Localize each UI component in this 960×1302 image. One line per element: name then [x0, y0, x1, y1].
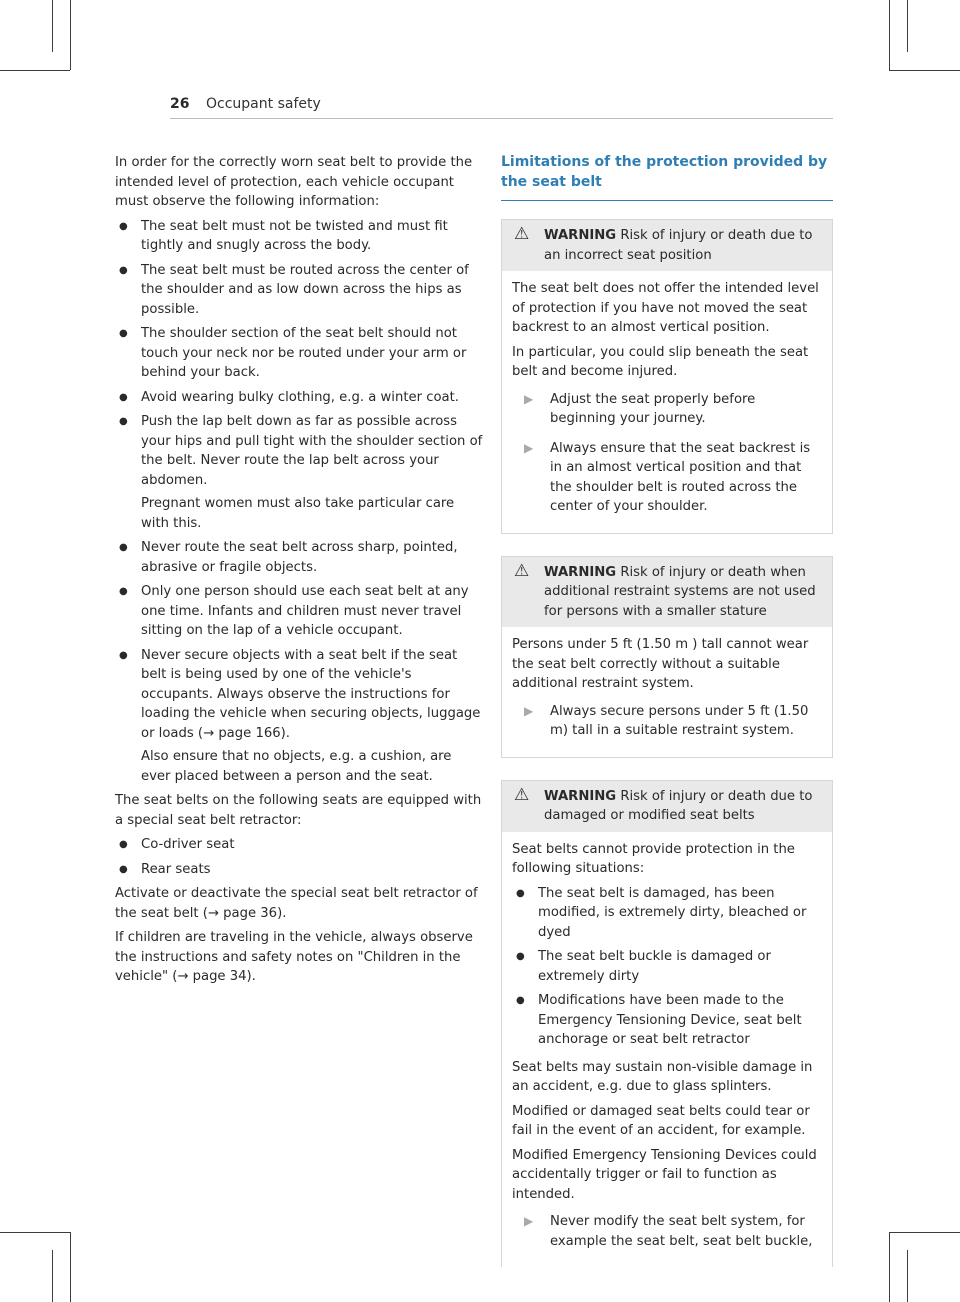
list-item: ● The shoulder section of the seat belt should not touch your neck nor be routed under your arm or behind your back. — [119, 326, 467, 380]
list-item: ● Co-driver seat — [119, 837, 235, 852]
action-arrow-icon: ▶ — [524, 391, 534, 406]
list-item: ● The seat belt must be routed across the center of the shoulder and as low down across the hips as possible. — [119, 262, 469, 317]
list-item: ● Avoid wearing bulky clothing, e.g. a winter coat. — [119, 389, 459, 405]
retractor-intro: The seat belts on the following seats are equipped with a special seat belt retractor: — [115, 793, 482, 828]
action-step: ▶ Always secure persons under 5 ft (1.50 m) tall in a suitable restraint system. — [524, 703, 809, 738]
crop-mark — [70, 1232, 71, 1302]
warning-paragraph: Seat belts may sustain non-visible damage in an accident, e.g. due to glass splinters. — [512, 1059, 813, 1094]
pregnancy-note: Pregnant women must also take particular care with this. — [141, 496, 455, 531]
intro-paragraph: In order for the correctly worn seat belt to provide the intended level of protection, each vehicle occupant must observe the following information: — [115, 155, 473, 209]
list-item: ● The seat belt is damaged, has been modified, is extremely dirty, bleached or dyed — [516, 885, 807, 940]
list-item: ● Never route the seat belt across sharp, pointed, abrasive or fragile objects. — [119, 540, 458, 575]
warning-label: WARNING — [544, 788, 617, 804]
list-item: ● Never secure objects with a seat belt if the seat belt is being used by one of the vehicle's occupants. Always observe the instructions for loading the vehicle when securing objects, luggage or loads (→ page 166). Also ensure that no objects, e.g. a cushion, are ever placed between a person and the seat. — [115, 646, 485, 787]
section-title: Occupant safety — [206, 96, 321, 112]
crop-mark — [907, 1250, 908, 1302]
cushion-note: Also ensure that no objects, e.g. a cushion, are ever placed between a person and the seat. — [141, 749, 452, 784]
warning-title: Risk of injury or death due to an incorrect seat position — [544, 228, 813, 263]
crop-mark — [889, 0, 890, 70]
children-paragraph: If children are traveling in the vehicle, always observe the instructions and safety notes on "Children in the vehicle" (→ page 34). — [115, 930, 473, 984]
seat-belt-rules-list — [115, 217, 485, 787]
warning-label: WARNING — [544, 228, 617, 243]
left-column — [115, 153, 485, 992]
activate-paragraph: Activate or deactivate the special seat belt retractor of the seat belt (→ page 36). — [115, 886, 478, 921]
warning-header — [502, 781, 832, 832]
warning-triangle-icon: ⚠ — [514, 560, 530, 581]
action-arrow-icon: ▶ — [524, 440, 534, 455]
list-item: ● Modifications have been made to the Emergency Tensioning Device, seat belt anchorage or seat belt retractor — [516, 993, 802, 1047]
warning-header — [502, 220, 832, 271]
crop-mark — [907, 0, 908, 52]
right-column — [501, 152, 833, 1289]
warning-paragraph: Persons under 5 ft (1.50 m ) tall cannot wear the seat belt correctly without a suitable additional restraint system. — [512, 637, 809, 691]
warning-label: WARNING — [544, 564, 617, 580]
crop-mark — [889, 1232, 960, 1233]
page-header — [170, 95, 833, 119]
warning-box — [501, 556, 833, 758]
list-item: ● The seat belt buckle is damaged or extremely dirty — [516, 949, 771, 984]
action-step: ▶ Never modify the seat belt system, for example the seat belt, seat belt buckle, — [524, 1214, 813, 1249]
warning-paragraph: Modified Emergency Tensioning Devices could accidentally trigger or fail to function as intended. — [512, 1147, 817, 1202]
list-item: ● Rear seats — [119, 861, 211, 877]
action-arrow-icon: ▶ — [524, 703, 534, 718]
crop-mark — [0, 1232, 70, 1233]
warning-paragraph: Modified or damaged seat belts could tear or fail in the event of an accident, for example. — [512, 1103, 810, 1138]
warning-header — [502, 557, 832, 628]
crop-mark — [889, 70, 960, 71]
action-arrow-icon: ▶ — [524, 1214, 534, 1228]
warning-paragraph: In particular, you could slip beneath the seat belt and become injured. — [512, 344, 809, 379]
list-item: ● Only one person should use each seat belt at any one time. Infants and children must never travel sitting on the lap of a vehicle occupant. — [119, 584, 469, 638]
warning-triangle-icon: ⚠ — [514, 784, 530, 805]
warning-triangle-icon: ⚠ — [514, 224, 530, 244]
page-number: 26 — [170, 96, 190, 112]
crop-mark — [52, 1250, 53, 1302]
warning-paragraph: The seat belt does not offer the intended level of protection if you have not moved the seat backrest to an almost vertical position. — [512, 281, 819, 335]
crop-mark — [889, 1232, 890, 1302]
warning-body — [502, 627, 832, 757]
warning-box — [501, 219, 833, 534]
damage-situations-list — [512, 884, 822, 1050]
retractor-seats-list — [115, 835, 485, 879]
warning-box — [501, 780, 833, 1268]
warning-title: Risk of injury or death due to damaged or modified seat belts — [544, 788, 813, 823]
action-step: ▶ Adjust the seat properly before beginning your journey. — [524, 391, 756, 426]
warning-body — [502, 832, 832, 1268]
crop-mark — [52, 0, 53, 52]
warning-body — [502, 271, 832, 533]
list-item: ● The seat belt must not be twisted and must fit tightly and snugly across the body. — [119, 218, 448, 253]
warning-title: Risk of injury or death when additional restraint systems are not used for persons with a smaller stature — [544, 564, 816, 619]
action-step: ▶ Always ensure that the seat backrest is in an almost vertical position and that the shoulder belt is routed across the center of your shoulder. — [524, 440, 811, 514]
limitations-heading: Limitations of the protection provided by the seat belt — [501, 152, 833, 201]
list-item: ● Push the lap belt down as far as possible across your hips and pull tight with the shoulder section of the belt. Never route the lap belt across your abdomen. Pregnant women must also take particular care with this. — [115, 412, 485, 533]
crop-mark — [0, 70, 70, 71]
warning-paragraph: Seat belts cannot provide protection in the following situations: — [512, 841, 795, 876]
crop-mark — [70, 0, 71, 70]
